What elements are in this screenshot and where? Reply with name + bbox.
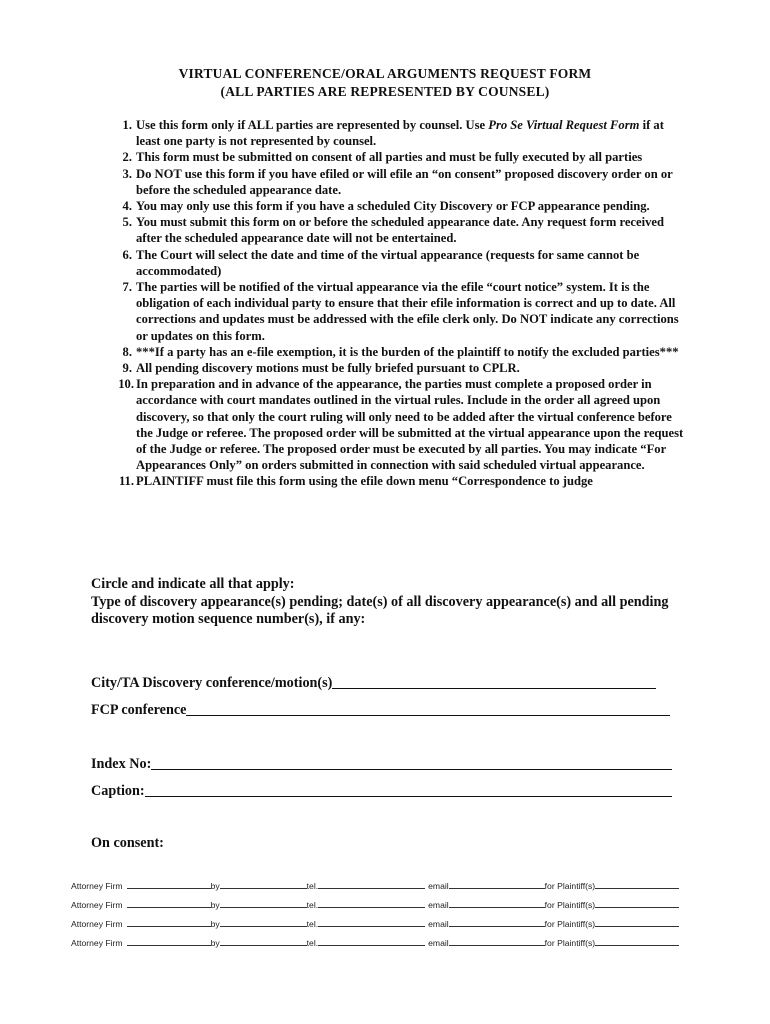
instruction-text: ***If a party has an e-file exemption, it is the burden of the plaintiff to notify the excluded parties*** [136,344,679,359]
attorney-signature-row [71,880,711,891]
form-subtitle: (ALL PARTIES ARE REPRESENTED BY COUNSEL) [220,84,550,99]
by-line[interactable] [220,918,307,927]
for-plaintiff-label: for Plaintiff(s) [544,900,596,910]
index-no-input-line[interactable] [151,755,672,770]
attorney-signature-row [71,899,711,910]
form-title: VIRTUAL CONFERENCE/ORAL ARGUMENTS REQUEST FORM [178,66,592,81]
discovery-appearance-instructions [91,576,691,629]
by-line[interactable] [220,899,307,908]
instruction-text: You may only use this form if you have a scheduled City Discovery or FCP appearance pending. [136,199,650,214]
email-line[interactable] [449,880,545,889]
for-plaintiff-label: for Plaintiff(s) [544,938,596,948]
attorney-firm-label: Attorney Firm [71,900,123,910]
instruction-number: 10. [118,377,134,392]
fcp-input-line[interactable] [186,701,670,716]
attorney-firm-label: Attorney Firm [71,881,123,891]
instruction-item [104,149,684,165]
instruction-number: 11. [118,474,134,489]
instruction-item [104,360,684,376]
city-ta-discovery-field [91,674,656,692]
instruction-text: The parties will be notified of the virtual appearance via the efile “court notice” system. It is the obligation of each individual party to ensure that their efile information is correct and up to date. All corrections and updates must be addressed with the efile clerk only. Do NOT indicate any corrections or updates on this form. [136,280,679,343]
instruction-text: Do NOT use this form if you have efiled or will efile an “on consent” proposed discovery order on or before the scheduled appearance date. [136,166,673,197]
attorney-firm-line[interactable] [127,937,211,946]
by-label: by [210,900,220,910]
caption-field [91,782,672,800]
by-line[interactable] [220,937,307,946]
for-plaintiff-label: for Plaintiff(s) [544,881,596,891]
by-label: by [210,881,220,891]
instruction-text: This form must be submitted on consent of all parties and must be fully executed by all parties [136,150,643,165]
instruction-text: All pending discovery motions must be fully briefed pursuant to CPLR. [136,361,520,376]
email-line[interactable] [449,899,545,908]
circle-instruction: Circle and indicate all that apply: [91,576,295,592]
instruction-text: In preparation and in advance of the appearance, the parties must complete a proposed order in accordance with court mandates outlined in the virtual rules. Include in the order all agreed upon discovery, so that only the court ruling will only need to be added after the virtual conference before the Judge or referee. The proposed order will be submitted at the virtual appearance upon the request of the Judge or referee. The proposed order must be executed by all parties. You may indicate “For Appearances Only” on orders submitted in connection with said scheduled virtual appearance. [136,377,684,473]
email-label: email [428,919,449,929]
attorney-signature-row [71,918,711,929]
instruction-item [104,198,684,214]
email-line[interactable] [449,937,545,946]
instruction-item [104,344,684,360]
instruction-text: Use this form only if ALL parties are represented by counsel. Use [136,118,489,132]
instruction-text-cont: if at least one party is not represented by counsel. [136,118,664,149]
tel-line[interactable] [318,937,425,946]
city-ta-label: City/TA Discovery conference/motion(s) [91,675,333,691]
index-no-field [91,755,672,773]
email-line[interactable] [449,918,545,927]
tel-line[interactable] [318,880,425,889]
email-label: email [428,938,449,948]
instruction-item [104,166,684,198]
attorney-firm-label: Attorney Firm [71,938,123,948]
caption-input-line[interactable] [145,782,672,797]
for-plaintiff-label: for Plaintiff(s) [544,919,596,929]
on-consent-label: On consent: [91,835,164,851]
instruction-number: 4. [122,199,132,214]
city-ta-input-line[interactable] [332,674,656,689]
for-plaintiff-line[interactable] [595,918,679,927]
attorney-firm-line[interactable] [127,899,211,908]
tel-label: tel. [306,900,319,910]
for-plaintiff-line[interactable] [595,899,679,908]
email-label: email [428,900,449,910]
instruction-number: 3. [122,166,132,181]
instruction-item [104,247,684,279]
instruction-number: 9. [122,361,132,376]
instruction-text: PLAINTIFF must file this form using the efile down menu “Correspondence to judge [136,474,593,489]
instructions-list [104,117,684,490]
fcp-conference-field [91,701,670,719]
instruction-number: 1. [122,118,132,132]
by-label: by [210,938,220,948]
tel-label: tel. [306,938,319,948]
tel-label: tel. [306,881,319,891]
tel-line[interactable] [318,918,425,927]
instruction-item [104,214,684,246]
caption-label: Caption: [91,783,145,799]
tel-label: tel. [306,919,319,929]
attorney-firm-line[interactable] [127,918,211,927]
index-no-label: Index No: [91,756,152,772]
instruction-text: You must submit this form on or before the scheduled appearance date. Any request form received after the scheduled appearance date will not be entertained. [136,215,664,246]
for-plaintiff-line[interactable] [595,880,679,889]
instruction-text: The Court will select the date and time of the virtual appearance (requests for same cannot be accommodated) [136,247,640,278]
attorney-signature-row [71,937,711,948]
instruction-item [104,117,684,149]
by-line[interactable] [220,880,307,889]
for-plaintiff-line[interactable] [595,937,679,946]
instruction-number: 6. [122,247,132,262]
pro-se-form-name: Pro Se Virtual Request Form [488,118,640,132]
by-label: by [210,919,220,929]
instruction-number: 8. [122,344,132,359]
instruction-number: 7. [122,280,132,295]
instruction-item [104,376,684,473]
instruction-number: 5. [122,215,132,230]
attorney-firm-line[interactable] [127,880,211,889]
appearance-type-instruction: Type of discovery appearance(s) pending; date(s) of all discovery appearance(s) and all pending discovery motion sequence number(s), if any: [91,593,669,627]
email-label: email [428,881,449,891]
instruction-item [104,279,684,344]
fcp-label: FCP conference [91,702,187,718]
tel-line[interactable] [318,899,425,908]
attorney-firm-label: Attorney Firm [71,919,123,929]
instruction-number: 2. [122,150,132,165]
instruction-item [104,473,684,489]
